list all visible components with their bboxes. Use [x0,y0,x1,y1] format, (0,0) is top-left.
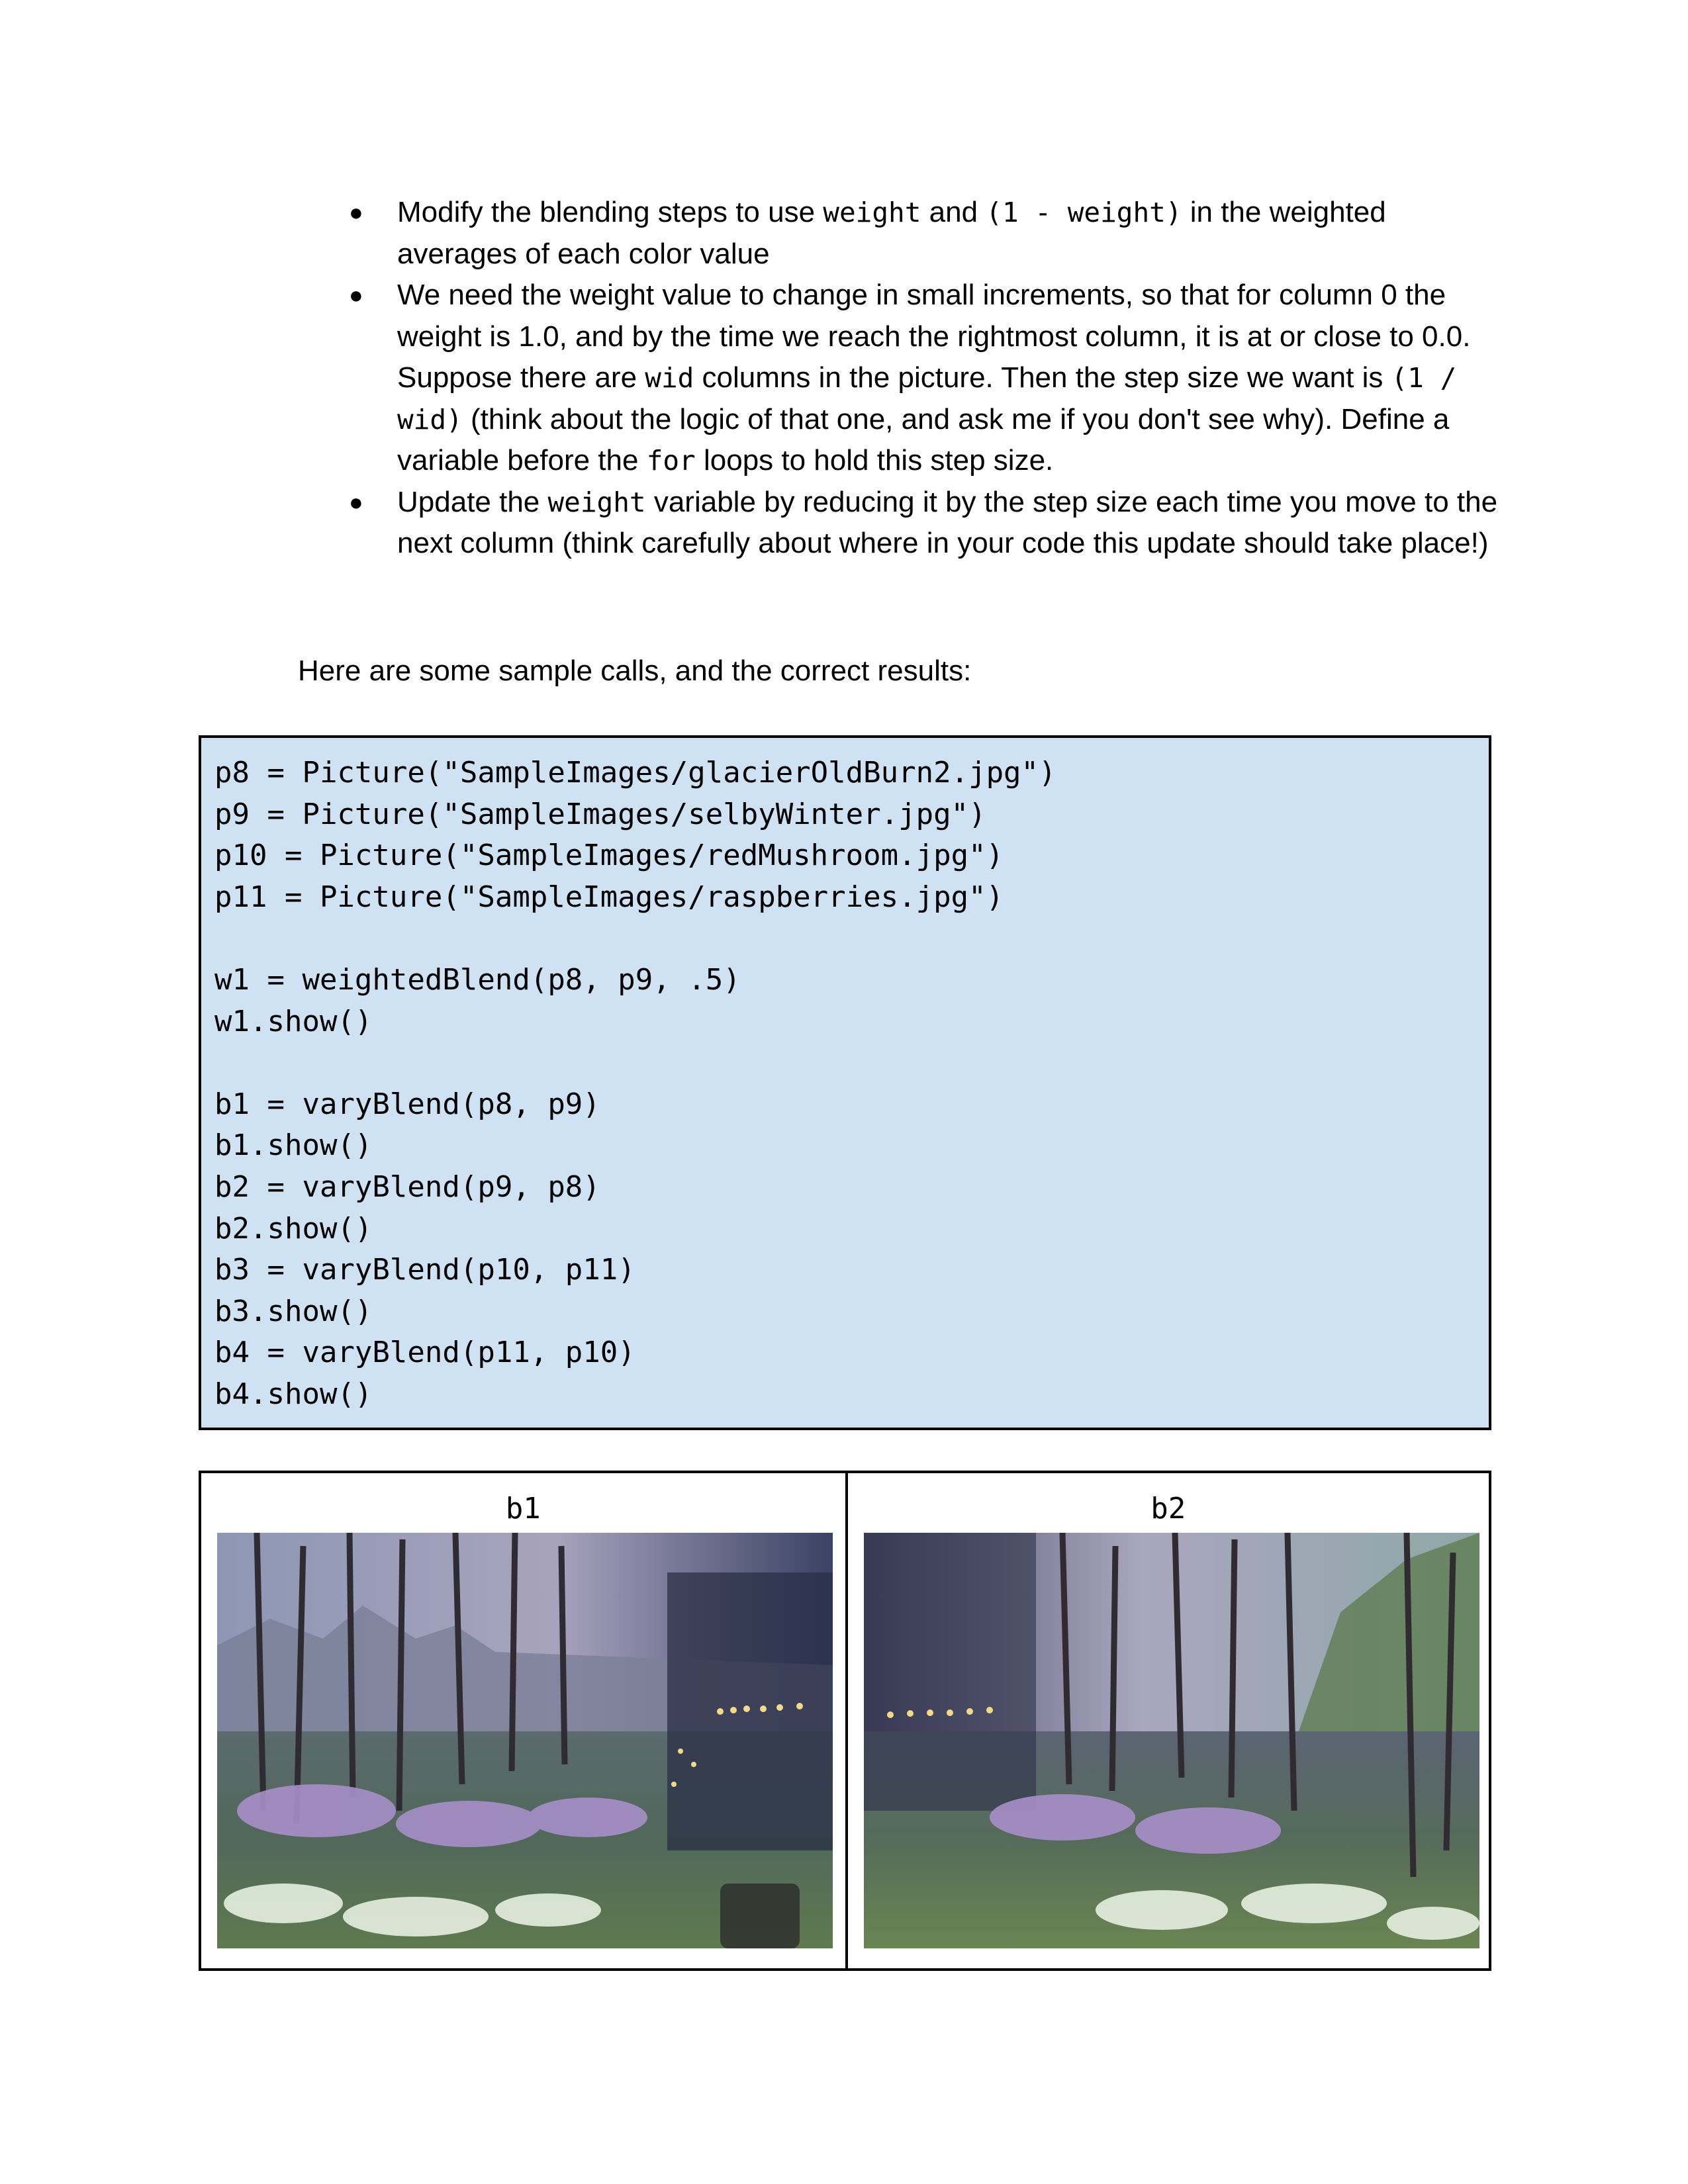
code-line: w1.show() [214,1004,373,1038]
instruction-list [341,192,1506,565]
bullet-step-size: ● We need the weight value to change in small increments, so that for column 0 the weight is 1.0, and by the time we reach the rightmost column, it is at or close to 0.0. Suppose there are wid columns in the picture. Then the step size we want is (1 / wid) (think about the logic of that one, and ask me if you don't see why). Define a variable before the for loops to hold this step size. [341,275,1506,482]
code-line: b2 = varyBlend(p9, p8) [214,1169,600,1204]
bullet-dot: ● [349,281,363,308]
code-line: b4.show() [214,1377,373,1411]
bullet-blend-weights: ● Modify the blending steps to use weight and (1 - weight) in the weighted averages of each color value [341,192,1506,275]
bullet-dot: ● [349,199,363,226]
code-block [199,735,1491,1430]
result-cell-b2 [845,1473,1489,1968]
code-line: p11 = Picture("SampleImages/raspberries.jpg") [214,880,1004,914]
image-caption: b1 [505,1492,541,1525]
code-line: w1 = weightedBlend(p8, p9, .5) [214,962,741,997]
sample-calls-intro: Here are some sample calls, and the correct results: [298,655,972,687]
blended-image-b2 [864,1533,1479,1948]
result-cell-b1 [201,1473,845,1968]
code-line: b3 = varyBlend(p10, p11) [214,1253,635,1287]
bullet-dot: ● [349,488,363,516]
code-line: p8 = Picture("SampleImages/glacierOldBurn2.jpg") [214,756,1056,790]
code-line: b2.show() [214,1211,373,1246]
code-line: b3.show() [214,1294,373,1328]
code-line: b4 = varyBlend(p11, p10) [214,1336,635,1370]
results-table [199,1471,1491,1971]
bullet-update-weight: ● Update the weight variable by reducing it by the step size each time you move to the next column (think carefully about where in your code this update should take place!) [341,482,1506,565]
blended-image-b1 [217,1533,833,1948]
code-line: b1.show() [214,1128,373,1163]
code-line: p10 = Picture("SampleImages/redMushroom.jpg") [214,839,1004,873]
code-line: p9 = Picture("SampleImages/selbyWinter.jpg") [214,797,986,831]
code-text [214,752,1056,1416]
code-line: b1 = varyBlend(p8, p9) [214,1087,600,1121]
image-caption: b2 [1150,1492,1186,1525]
